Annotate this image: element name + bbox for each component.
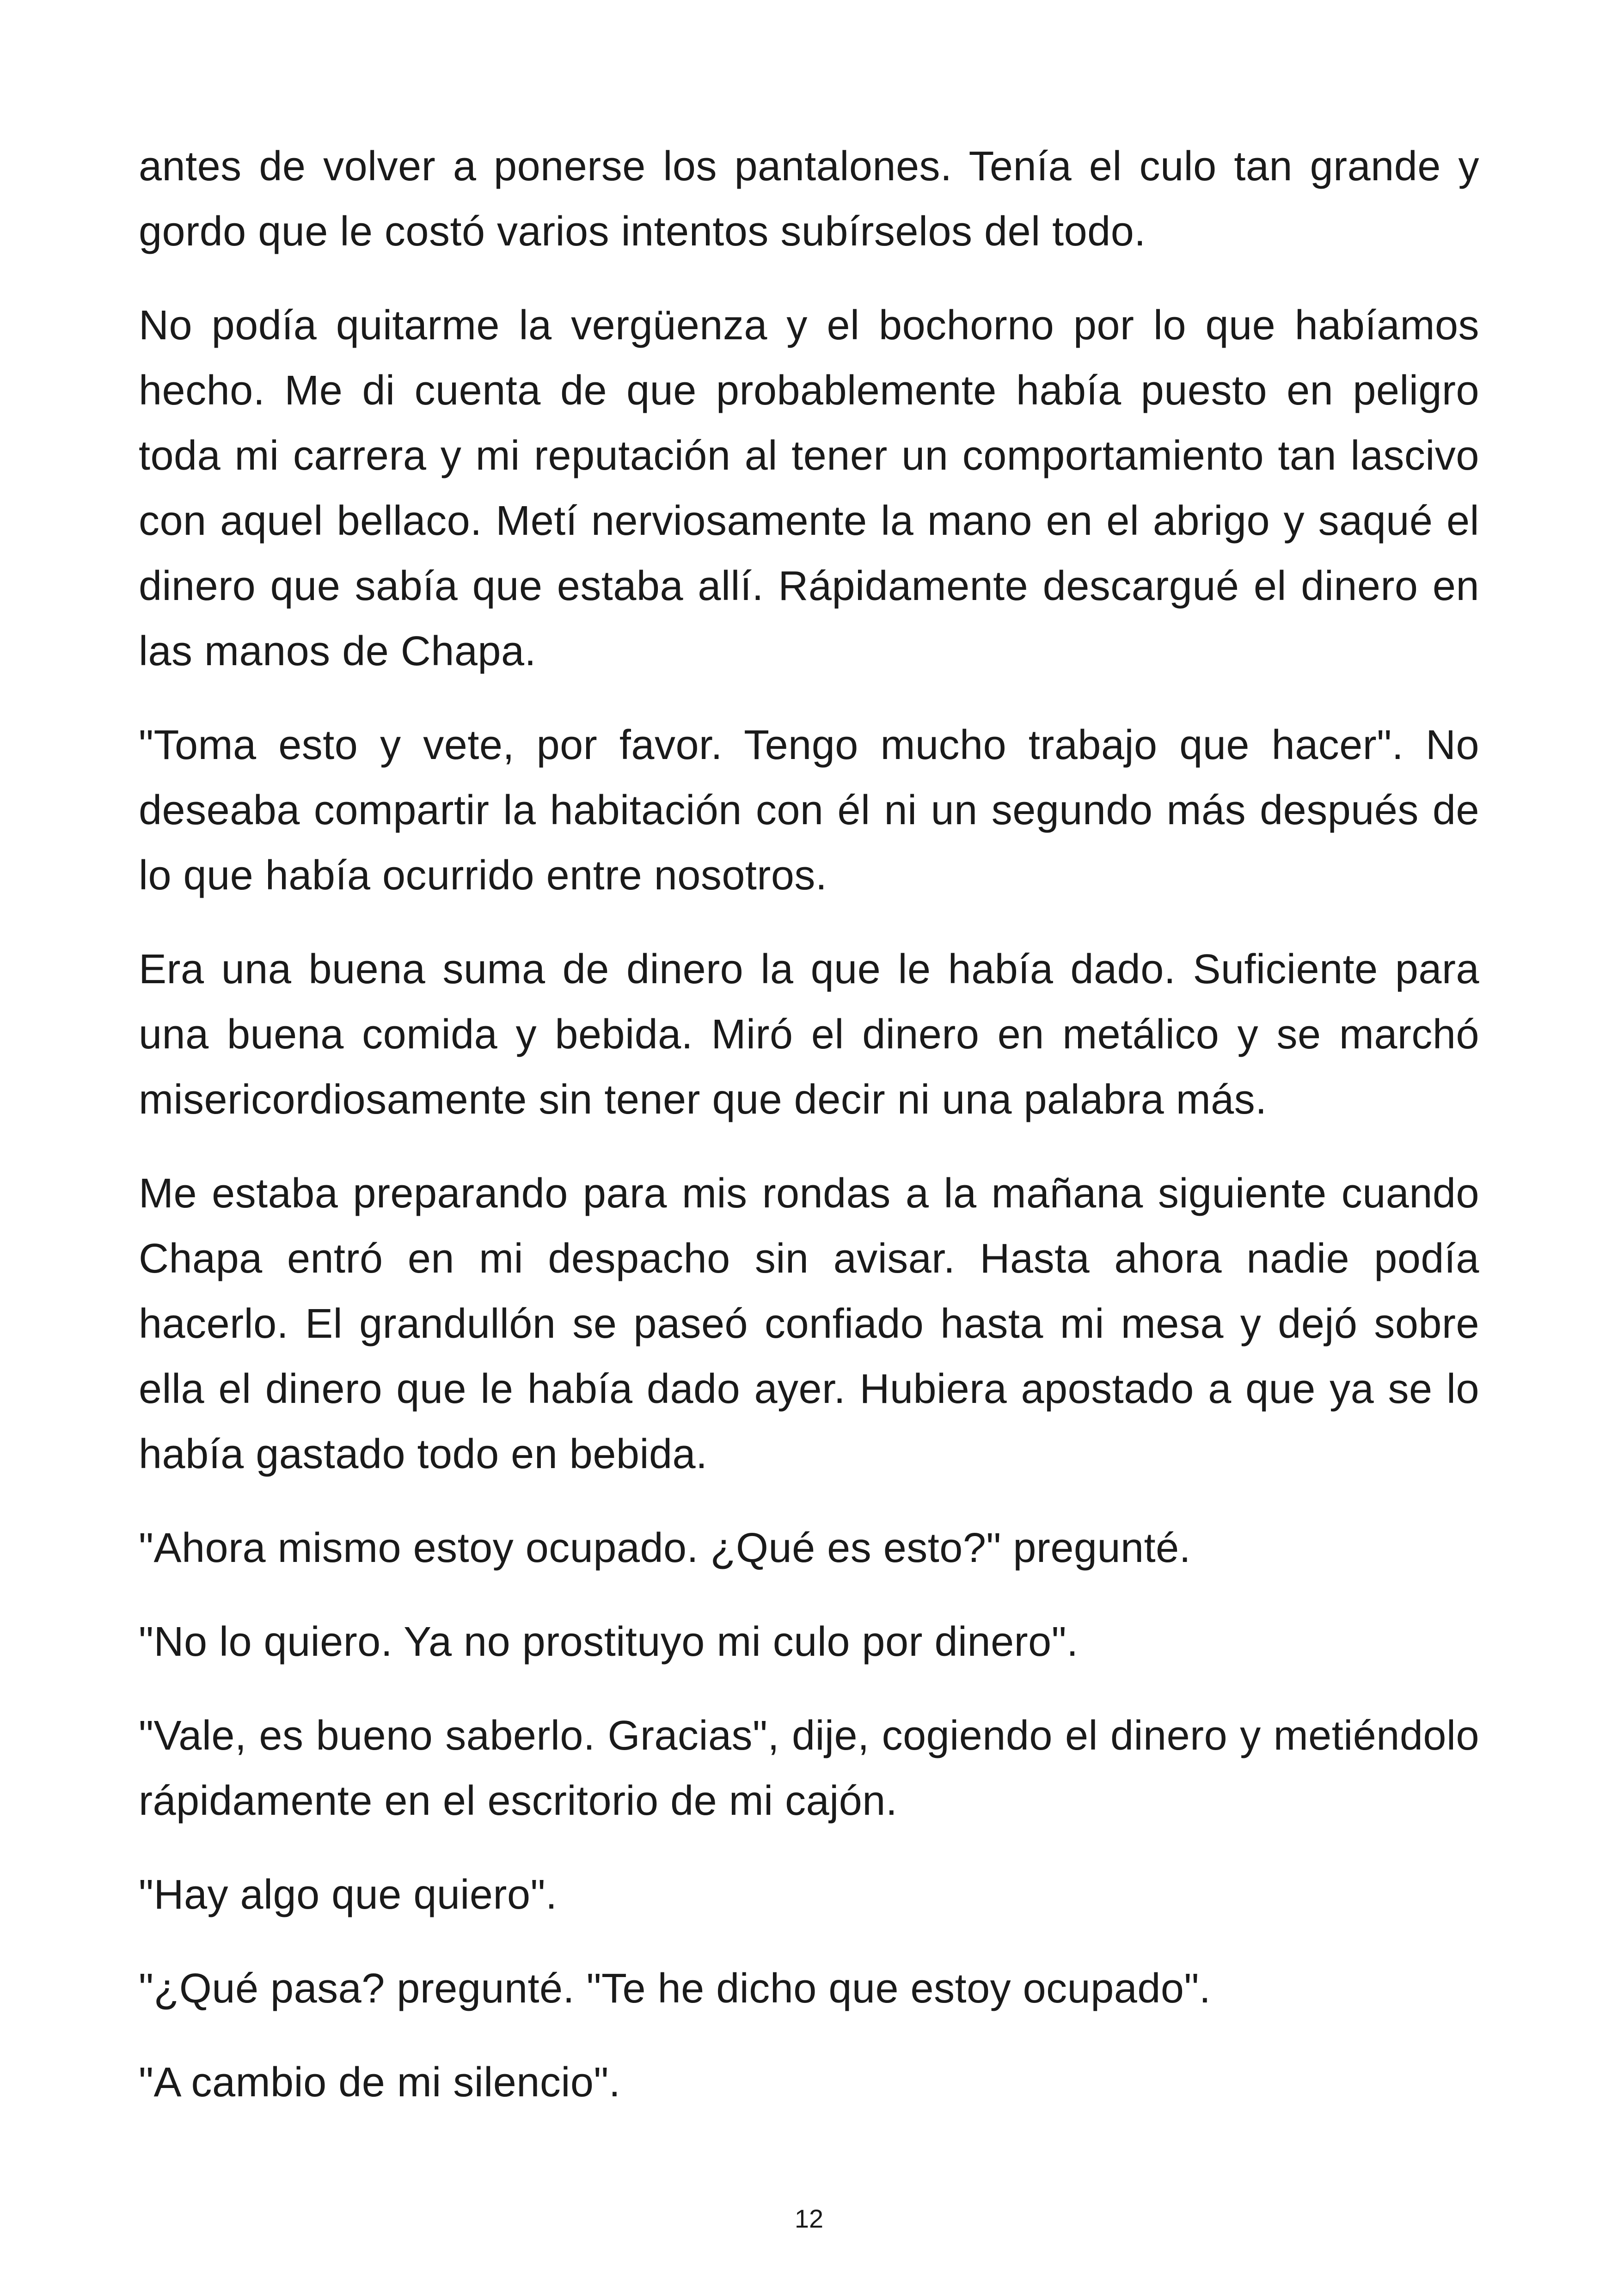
paragraph: antes de volver a ponerse los pantalones. Tenía el culo tan grande y gordo que le costó varios intentos subírselos del todo.: [139, 143, 1479, 255]
paragraph: "Ahora mismo estoy ocupado. ¿Qué es esto?" pregunté.: [139, 1525, 1191, 1571]
paragraph: "A cambio de mi silencio".: [139, 2059, 621, 2106]
paragraph: "Hay algo que quiero".: [139, 1872, 558, 1918]
paragraph: "¿Qué pasa? pregunté. "Te he dicho que estoy ocupado".: [139, 1965, 1211, 2012]
paragraph: Era una buena suma de dinero la que le había dado. Suficiente para una buena comida y bebida. Miró el dinero en metálico y se marchó misericordiosamente sin tener que decir ni una palabra más.: [139, 946, 1479, 1123]
paragraph: "No lo quiero. Ya no prostituyo mi culo por dinero".: [139, 1619, 1079, 1665]
body-text: [139, 134, 1479, 2144]
paragraph: "Toma esto y vete, por favor. Tengo mucho trabajo que hacer". No deseaba compartir la habitación con él ni un segundo más después de lo que había ocurrido entre nosotros.: [139, 722, 1479, 899]
paragraph: "Vale, es bueno saberlo. Gracias", dije, cogiendo el dinero y metiéndolo rápidamente en el escritorio de mi cajón.: [139, 1713, 1479, 1824]
page-number: 12: [794, 2204, 824, 2233]
paragraph: Me estaba preparando para mis rondas a la mañana siguiente cuando Chapa entró en mi despacho sin avisar. Hasta ahora nadie podía hacerlo. El grandullón se paseó confiado hasta mi mesa y dejó sobre ella el dinero que le había dado ayer. Hubiera apostado a que ya se lo había gastado todo en bebida.: [139, 1170, 1479, 1477]
paragraph: No podía quitarme la vergüenza y el bochorno por lo que habíamos hecho. Me di cuenta de que probablemente había puesto en peligro toda mi carrera y mi reputación al tener un comportamiento tan lascivo con aquel bellaco. Metí nerviosamente la mano en el abrigo y saqué el dinero que sabía que estaba allí. Rápidamente descargué el dinero en las manos de Chapa.: [139, 302, 1479, 674]
